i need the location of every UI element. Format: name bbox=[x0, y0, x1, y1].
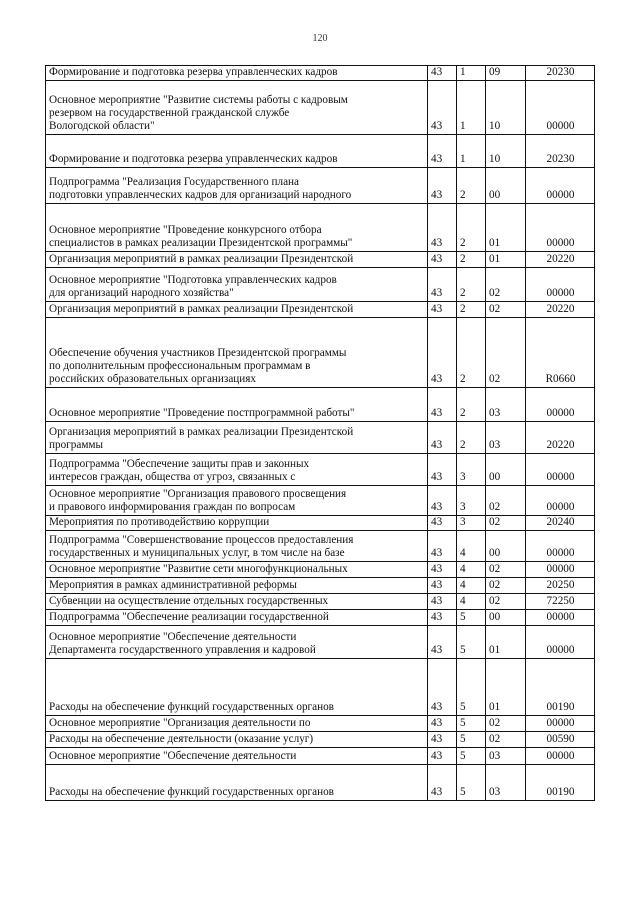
subprogram-code-cell: 4 bbox=[457, 562, 486, 578]
expense-code-cell: 00190 bbox=[526, 659, 595, 716]
expense-code-cell: 00000 bbox=[526, 168, 595, 204]
expense-code-cell: 00000 bbox=[526, 610, 595, 626]
expense-code-cell: 20230 bbox=[526, 135, 595, 168]
subprogram-code-cell: 3 bbox=[457, 486, 486, 516]
activity-code-cell: 10 bbox=[486, 135, 526, 168]
expense-code-cell: 20220 bbox=[526, 302, 595, 318]
table-row bbox=[46, 422, 595, 454]
program-code-cell: 43 bbox=[428, 594, 457, 610]
subprogram-code-cell: 5 bbox=[457, 659, 486, 716]
subprogram-code-cell: 4 bbox=[457, 594, 486, 610]
activity-code-cell: 01 bbox=[486, 204, 526, 252]
activity-code-cell: 03 bbox=[486, 422, 526, 454]
expense-name-cell: Подпрограмма "Обеспечение защиты прав и законных интересов граждан, общества от угроз, связанных с bbox=[46, 454, 428, 486]
activity-code-cell: 03 bbox=[486, 388, 526, 422]
table-row bbox=[46, 562, 595, 578]
activity-code-cell: 01 bbox=[486, 659, 526, 716]
activity-code-cell: 02 bbox=[486, 732, 526, 748]
activity-code-cell: 02 bbox=[486, 562, 526, 578]
subprogram-code-cell: 2 bbox=[457, 318, 486, 388]
activity-code-cell: 00 bbox=[486, 454, 526, 486]
page-number: 120 bbox=[312, 33, 328, 44]
table-row bbox=[46, 318, 595, 388]
subprogram-code-cell: 2 bbox=[457, 388, 486, 422]
activity-code-cell: 09 bbox=[486, 66, 526, 81]
expense-code-cell: 72250 bbox=[526, 594, 595, 610]
subprogram-code-cell: 5 bbox=[457, 732, 486, 748]
subprogram-code-cell: 3 bbox=[457, 516, 486, 531]
expense-name-cell: Основное мероприятие "Обеспечение деятельности Департамента государственного управления и кадровой bbox=[46, 626, 428, 659]
subprogram-code-cell: 3 bbox=[457, 454, 486, 486]
expense-code-cell: 00000 bbox=[526, 716, 595, 732]
expense-name-cell: Расходы на обеспечение функций государственных органов bbox=[46, 659, 428, 716]
expense-name-cell: Мероприятия по противодействию коррупции bbox=[46, 516, 428, 531]
expense-code-cell: 00190 bbox=[526, 765, 595, 801]
activity-code-cell: 00 bbox=[486, 610, 526, 626]
table-row bbox=[46, 748, 595, 765]
program-code-cell: 43 bbox=[428, 135, 457, 168]
expense-name-cell: Основное мероприятие "Организация деятельности по bbox=[46, 716, 428, 732]
table-row bbox=[46, 486, 595, 516]
program-code-cell: 43 bbox=[428, 486, 457, 516]
expense-code-cell: 00000 bbox=[526, 748, 595, 765]
program-code-cell: 43 bbox=[428, 318, 457, 388]
activity-code-cell: 02 bbox=[486, 318, 526, 388]
subprogram-code-cell: 5 bbox=[457, 626, 486, 659]
subprogram-code-cell: 4 bbox=[457, 578, 486, 594]
program-code-cell: 43 bbox=[428, 562, 457, 578]
expense-code-cell: 20230 bbox=[526, 66, 595, 81]
program-code-cell: 43 bbox=[428, 716, 457, 732]
subprogram-code-cell: 4 bbox=[457, 531, 486, 562]
table-row bbox=[46, 610, 595, 626]
expense-name-cell: Подпрограмма "Обеспечение реализации государственной bbox=[46, 610, 428, 626]
expense-name-cell: Организация мероприятий в рамках реализации Президентской bbox=[46, 252, 428, 268]
expense-code-cell: 00000 bbox=[526, 204, 595, 252]
expense-name-cell: Организация мероприятий в рамках реализации Президентской bbox=[46, 302, 428, 318]
table-row bbox=[46, 716, 595, 732]
expense-code-cell: 20220 bbox=[526, 252, 595, 268]
expense-code-cell: 00000 bbox=[526, 268, 595, 302]
expense-name-cell: Основное мероприятие "Подготовка управленческих кадров для организаций народного хозяйства" bbox=[46, 268, 428, 302]
subprogram-code-cell: 2 bbox=[457, 268, 486, 302]
program-code-cell: 43 bbox=[428, 66, 457, 81]
program-code-cell: 43 bbox=[428, 454, 457, 486]
table-row bbox=[46, 135, 595, 168]
table-row bbox=[46, 765, 595, 801]
table-row bbox=[46, 81, 595, 135]
activity-code-cell: 00 bbox=[486, 168, 526, 204]
expense-name-cell: Формирование и подготовка резерва управленческих кадров bbox=[46, 66, 428, 81]
activity-code-cell: 02 bbox=[486, 716, 526, 732]
table-row bbox=[46, 268, 595, 302]
program-code-cell: 43 bbox=[428, 531, 457, 562]
table-row bbox=[46, 454, 595, 486]
activity-code-cell: 02 bbox=[486, 486, 526, 516]
table-row bbox=[46, 302, 595, 318]
activity-code-cell: 02 bbox=[486, 516, 526, 531]
subprogram-code-cell: 2 bbox=[457, 422, 486, 454]
program-code-cell: 43 bbox=[428, 422, 457, 454]
expense-code-cell: 00000 bbox=[526, 562, 595, 578]
subprogram-code-cell: 1 bbox=[457, 81, 486, 135]
program-code-cell: 43 bbox=[428, 252, 457, 268]
expense-name-cell: Основное мероприятие "Развитие сети многофункциональных bbox=[46, 562, 428, 578]
program-code-cell: 43 bbox=[428, 302, 457, 318]
expense-code-cell: 00000 bbox=[526, 531, 595, 562]
table-row bbox=[46, 66, 595, 81]
table-row bbox=[46, 578, 595, 594]
program-code-cell: 43 bbox=[428, 168, 457, 204]
table-row bbox=[46, 659, 595, 716]
expense-code-cell: 00000 bbox=[526, 81, 595, 135]
table-row bbox=[46, 388, 595, 422]
table-row bbox=[46, 594, 595, 610]
expense-name-cell: Организация мероприятий в рамках реализации Президентской программы bbox=[46, 422, 428, 454]
subprogram-code-cell: 5 bbox=[457, 748, 486, 765]
subprogram-code-cell: 2 bbox=[457, 168, 486, 204]
expense-name-cell: Субвенции на осуществление отдельных государственных bbox=[46, 594, 428, 610]
expense-code-cell: 00000 bbox=[526, 486, 595, 516]
expense-name-cell: Подпрограмма "Реализация Государственного плана подготовки управленческих кадров для организаций народного bbox=[46, 168, 428, 204]
budget-classification-table bbox=[45, 65, 595, 801]
expense-code-cell: 20240 bbox=[526, 516, 595, 531]
subprogram-code-cell: 5 bbox=[457, 765, 486, 801]
program-code-cell: 43 bbox=[428, 659, 457, 716]
subprogram-code-cell: 2 bbox=[457, 252, 486, 268]
program-code-cell: 43 bbox=[428, 388, 457, 422]
subprogram-code-cell: 5 bbox=[457, 716, 486, 732]
subprogram-code-cell: 1 bbox=[457, 66, 486, 81]
program-code-cell: 43 bbox=[428, 578, 457, 594]
activity-code-cell: 00 bbox=[486, 531, 526, 562]
expense-name-cell: Основное мероприятие "Проведение постпрограммной работы" bbox=[46, 388, 428, 422]
table-row bbox=[46, 626, 595, 659]
subprogram-code-cell: 1 bbox=[457, 135, 486, 168]
table-row bbox=[46, 531, 595, 562]
expense-code-cell: 00000 bbox=[526, 388, 595, 422]
expense-name-cell: Основное мероприятие "Проведение конкурсного отбора специалистов в рамках реализации Президентской программы" bbox=[46, 204, 428, 252]
expense-name-cell: Обеспечение обучения участников Президентской программы по дополнительным профессиональным программам в российских образовательных организациях bbox=[46, 318, 428, 388]
expense-name-cell: Расходы на обеспечение деятельности (оказание услуг) bbox=[46, 732, 428, 748]
program-code-cell: 43 bbox=[428, 765, 457, 801]
expense-name-cell: Расходы на обеспечение функций государственных органов bbox=[46, 765, 428, 801]
program-code-cell: 43 bbox=[428, 268, 457, 302]
table-row bbox=[46, 516, 595, 531]
subprogram-code-cell: 2 bbox=[457, 302, 486, 318]
expense-code-cell: 00590 bbox=[526, 732, 595, 748]
expense-name-cell: Основное мероприятие "Обеспечение деятельности bbox=[46, 748, 428, 765]
program-code-cell: 43 bbox=[428, 626, 457, 659]
table-row bbox=[46, 252, 595, 268]
expense-name-cell: Формирование и подготовка резерва управленческих кадров bbox=[46, 135, 428, 168]
activity-code-cell: 02 bbox=[486, 594, 526, 610]
expense-code-cell: 20220 bbox=[526, 422, 595, 454]
activity-code-cell: 03 bbox=[486, 748, 526, 765]
subprogram-code-cell: 5 bbox=[457, 610, 486, 626]
expense-name-cell: Мероприятия в рамках административной реформы bbox=[46, 578, 428, 594]
expense-code-cell: 20250 bbox=[526, 578, 595, 594]
activity-code-cell: 02 bbox=[486, 268, 526, 302]
expense-code-cell: R0660 bbox=[526, 318, 595, 388]
expense-name-cell: Подпрограмма "Совершенствование процессов предоставления государственных и муниципальных услуг, в том числе на базе bbox=[46, 531, 428, 562]
program-code-cell: 43 bbox=[428, 81, 457, 135]
activity-code-cell: 01 bbox=[486, 252, 526, 268]
program-code-cell: 43 bbox=[428, 748, 457, 765]
activity-code-cell: 01 bbox=[486, 626, 526, 659]
subprogram-code-cell: 2 bbox=[457, 204, 486, 252]
activity-code-cell: 02 bbox=[486, 302, 526, 318]
program-code-cell: 43 bbox=[428, 516, 457, 531]
activity-code-cell: 10 bbox=[486, 81, 526, 135]
program-code-cell: 43 bbox=[428, 204, 457, 252]
expense-code-cell: 00000 bbox=[526, 626, 595, 659]
activity-code-cell: 02 bbox=[486, 578, 526, 594]
expense-name-cell: Основное мероприятие "Организация правового просвещения и правового информирования граждан по вопросам bbox=[46, 486, 428, 516]
table-row bbox=[46, 168, 595, 204]
table-body bbox=[46, 66, 595, 801]
table-row bbox=[46, 204, 595, 252]
table-row bbox=[46, 732, 595, 748]
program-code-cell: 43 bbox=[428, 610, 457, 626]
expense-name-cell: Основное мероприятие "Развитие системы работы с кадровым резервом на государственной гражданской службе Вологодской области" bbox=[46, 81, 428, 135]
activity-code-cell: 03 bbox=[486, 765, 526, 801]
expense-code-cell: 00000 bbox=[526, 454, 595, 486]
program-code-cell: 43 bbox=[428, 732, 457, 748]
